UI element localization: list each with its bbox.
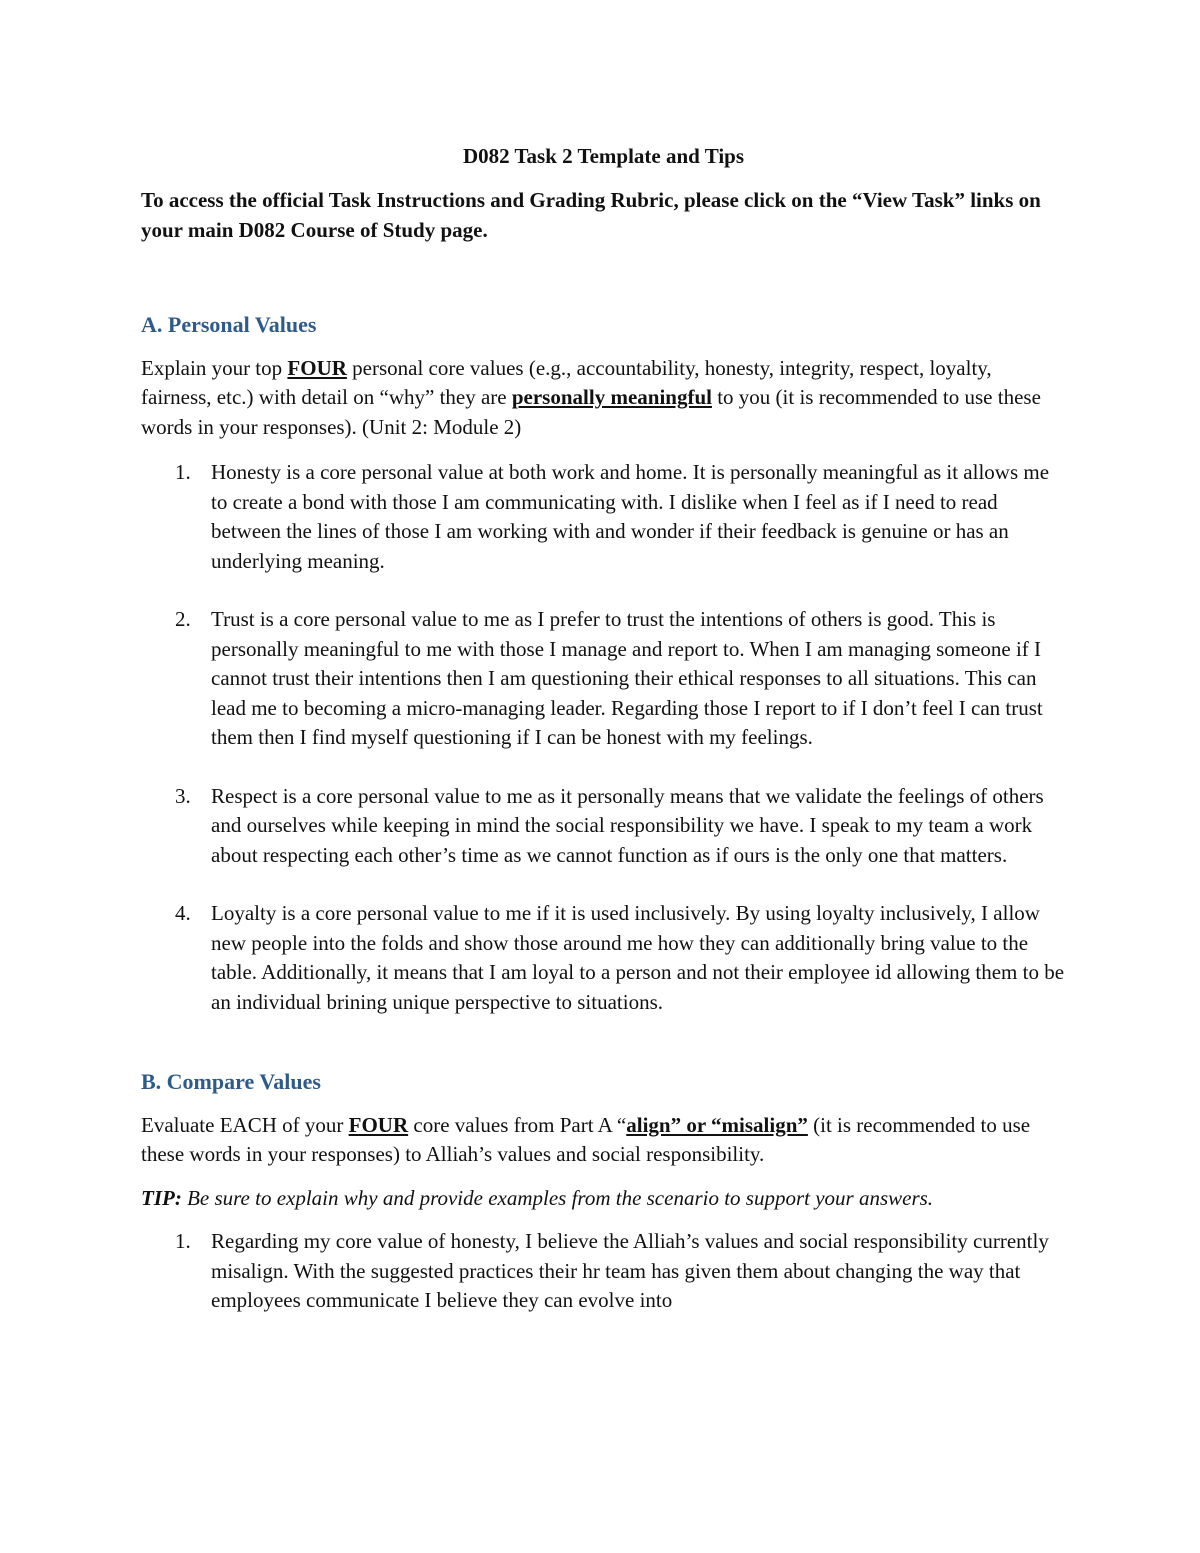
intro-text: core values from Part A “	[408, 1112, 627, 1137]
align-emphasis: align” or “misalign”	[626, 1112, 808, 1137]
document-content	[141, 140, 1066, 1316]
section-a-intro	[141, 354, 1066, 443]
list-item-text: Respect is a core personal value to me as it personally means that we validate the feelings of others and ourselves while keeping in mind the social responsibility we have. I speak to my team a work about respecting each other’s time as we cannot function as if ours is the only one that matters.	[211, 783, 1044, 867]
list-item	[141, 605, 1066, 753]
list-number: 1.	[175, 460, 191, 484]
tip-label: TIP:	[141, 1185, 182, 1210]
intro-text: Evaluate EACH of your	[141, 1112, 349, 1137]
section-a-list	[141, 458, 1066, 1017]
intro-text: (it is recommended to use these words in your responses) to Alliah’s values and social responsibility.	[141, 1112, 1031, 1166]
section-a-heading: A. Personal Values	[141, 312, 317, 337]
intro-text: personal core values (e.g., accountability, honesty, integrity, respect, loyalty, fairness, etc.) with detail on “why” they are	[141, 355, 992, 409]
list-number: 4.	[175, 901, 191, 925]
section-b-list	[141, 1227, 1066, 1316]
intro-text: to you (it is recommended to use these words in your responses). (Unit 2: Module 2)	[141, 385, 1041, 439]
list-number: 2.	[175, 607, 191, 631]
list-item-text: Trust is a core personal value to me as I prefer to trust the intentions of others is good. This is personally meaningful to me with those I manage and report to. When I am managing someone if I cannot trust their intentions then I am questioning their ethical responses to all situations. This can lead me to becoming a micro-managing leader. Regarding those I report to if I don’t feel I can trust them then I find myself questioning if I can be honest with my feelings.	[211, 607, 1043, 749]
tip-text: Be sure to explain why and provide examples from the scenario to support your answers.	[181, 1185, 934, 1210]
section-b-heading: B. Compare Values	[141, 1069, 321, 1094]
list-item	[141, 899, 1066, 1017]
access-instructions: To access the official Task Instructions and Grading Rubric, please click on the “View Task” links on your main D082 Course of Study page.	[141, 188, 1041, 242]
list-item	[141, 782, 1066, 871]
list-item	[141, 1227, 1066, 1316]
list-item-text: Regarding my core value of honesty, I believe the Alliah’s values and social responsibility currently misalign. With the suggested practices their hr team has given them about changing the way that employees communicate I believe they can evolve into	[211, 1229, 1049, 1312]
list-item-text: Honesty is a core personal value at both work and home. It is personally meaningful as it allows me to create a bond with those I am communicating with. I dislike when I feel as if I need to read between the lines of those I am working with and wonder if their feedback is genuine or has an underlying meaning.	[211, 460, 1050, 573]
four-emphasis: FOUR	[348, 1112, 409, 1137]
intro-text: Explain your top	[141, 355, 288, 380]
meaningful-emphasis: personally meaningful	[511, 385, 712, 409]
document-title: D082 Task 2 Template and Tips	[462, 144, 745, 168]
four-emphasis: FOUR	[287, 355, 347, 380]
list-number: 1.	[175, 1229, 191, 1253]
list-item-text: Loyalty is a core personal value to me if it is used inclusively. By using loyalty inclusively, I allow new people into the folds and show those around me how they can additionally bring value to the table. Additionally, it means that I am loyal to a person and not their employee id allowing them to be an individual brining unique perspective to situations.	[211, 901, 1065, 1014]
list-number: 3.	[175, 783, 191, 808]
list-item	[141, 458, 1066, 576]
section-b-intro	[141, 1111, 1066, 1170]
tip-paragraph	[141, 1184, 1066, 1214]
